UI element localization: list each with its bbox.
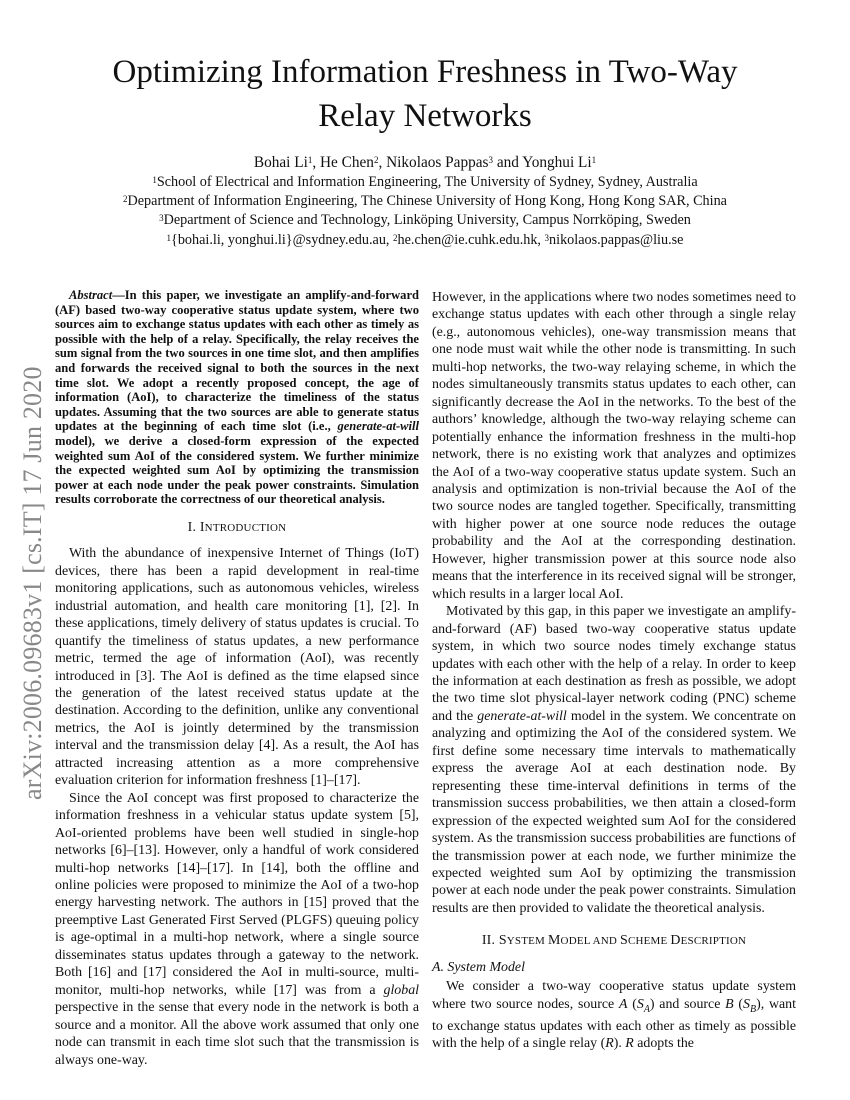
italic-text: R — [605, 1036, 614, 1052]
separator: , — [378, 154, 387, 171]
body-paragraph — [432, 978, 796, 1053]
author-name: Bohai Li — [253, 154, 308, 171]
text-run: model in the system. We concentrate on analyzing and optimizing the AoI of the considered system. We first define some necessary time intervals to mathematically express the average AoI at each destination node. By representing these time-interval definitions in terms of the transmission success probabilities, we then attain a closed-form expression of the expected weighted sum AoI for the considered system. As the transmission success probabilities are functions of the transmission power at each node, we further minimize the expected weighted sum AoI by optimizing the transmission power at each node under the peak power constraints. Simulation results are then provided to validate the theoretical analysis. — [432, 708, 796, 916]
paper-title — [0, 50, 850, 138]
author-affiliation-mark: 1 — [307, 155, 313, 165]
section-title-initial: I — [199, 519, 205, 535]
affiliation-mark: 1 — [152, 175, 157, 185]
affiliation — [0, 192, 850, 211]
right-column — [432, 289, 796, 1053]
italic-text: B — [750, 1003, 757, 1015]
text-run: With the abundance of inexpensive Internet of Things (IoT) devices, there has been a rapid development in real-time monitoring applications, such as autonomous vehicles, wireless industrial automation, and health care monitoring [1], [2]. In these applications, timely delivery of status updates is crucial. To quantify the timeliness of status updates, a new performance metric, termed the age of information (AoI), was recently introduced in [3]. The AoI is defined as the time elapsed since the generation of the latest received status update at the destination. According to the definition, unlike any conventional metrics, the AoI is jointly determined by the transmission interval and the transmission delay [4]. As a result, the AoI has attracted increasing attention as a more comprehensive evaluation criterion for information freshness [1]–[17]. — [55, 546, 419, 789]
title-line: Relay Networks — [318, 98, 532, 134]
text-run: ), want to exchange status updates with each other as timely as possible with the help of a single relay ( — [432, 996, 796, 1052]
affiliation-mark: 2 — [123, 194, 128, 205]
italic-text: generate-at-will — [477, 708, 567, 724]
text-run: perspective in the sense that every node in the network is both a source and a monitor. All the above work assumed that only one node can transmit in each time slot such that the transmission is always one-way. — [55, 1000, 419, 1068]
subsection-heading: A. System Model — [432, 959, 525, 975]
italic-text: S — [743, 996, 750, 1012]
affiliation-text: Department of Science and Technology, Linköping University, Campus Norrköping, Sweden — [163, 212, 691, 229]
affiliation-text: Department of Information Engineering, The Chinese University of Hong Kong, Hong Kong SAR, China — [127, 193, 727, 210]
email-line — [0, 231, 850, 250]
email-mark: 3 — [544, 232, 550, 243]
text-run: We consider a two-way cooperative status update system where two source nodes, source — [432, 979, 796, 1012]
separator: , — [312, 154, 320, 171]
text-run: However, in the applications where two nodes sometimes need to exchange status updates with each other through a single relay (e.g., autonomous vehicles), one-way transmission means that one node must wait while the other node is transmitting. In such multi-hop networks, the two-way relaying scheme, in which the nodes simultaneously transmits status updates to each other, can significantly decrease the AoI in the networks. To the best of the authors’ knowledge, although the two-way relaying scheme can potentially enhance the information freshness in the multi-hop network, there is no existing work that analyzes and optimizes the AoI of a two-way cooperative status update system. Such an analysis and optimization is non-trivial because the AoI of the two source nodes are tangled together. Specifically, transmitting with higher power at one source node reduces the outage probability and the AoI at the corresponding destination. However, higher transmission power at this source node also means that the interference in its received signal will be stronger, which results in a larger local AoI. — [432, 290, 796, 602]
separator: and — [493, 154, 523, 171]
body-paragraph — [55, 545, 419, 789]
title-line: Optimizing Information Freshness in Two-Way — [112, 54, 738, 90]
author-affiliation-mark: 1 — [591, 155, 597, 165]
section-title-part: ESCRIPTION — [680, 935, 747, 948]
italic-text: A — [618, 996, 628, 1012]
italic-text: R — [625, 1036, 634, 1052]
author-affiliation-mark: 2 — [373, 155, 379, 165]
affiliation-text: School of Electrical and Information Engineering, The University of Sydney, Sydney, Australia — [156, 174, 698, 190]
text-run: —In this paper, we investigate an amplify-and-forward (AF) based two-way cooperative status update system, where two sources aim to exchange status updates with each other as timely as possible with the help of a relay. Specifically, the relay receives the sum signal from the two sources in one time slot, and then amplifies and forwards the received signal to both the sources in the next time slot. We adopt a recently proposed concept, the age of information (AoI), to characterize the timeliness of the status updates. Assuming that the two sources are able to generate status updates at the beginning of each time slot (i.e., — [55, 288, 419, 434]
text-run: ( — [627, 996, 637, 1012]
italic-text: B — [725, 996, 734, 1012]
text-run: ) and source — [649, 996, 726, 1012]
section-number: I. — [187, 519, 200, 535]
text-run: model), we derive a closed-form expression of the expected weighted sum AoI of the considered system. We further minimize the expected weighted sum AoI by optimizing the transmission power at each node under the peak power constraints. Simulation results corroborate the correctness of our theoretical analysis. — [55, 433, 419, 507]
text-run: Since the AoI concept was first proposed to characterize the information freshness in a vehicular status update system [5], AoI-oriented problems have been well studied in single-hop networks [6]–[13]. However, only a handful of work considered multi-hop networks [14]–[17]. In [14], both the offline and online policies were proposed to minimize the AoI of a two-hop energy harvesting network. The authors in [15] proved that the preemptive Last Generated First Served (PLGFS) queuing policy is age-optimal in a multi-hop network, where a single source disseminates status updates through a gateway to the network. Both [16] and [17] considered the AoI in multi-source, multi-monitor, multi-hop networks, while [17] was from a — [55, 790, 419, 998]
abstract — [55, 288, 419, 507]
section-title-initial: S — [620, 933, 628, 949]
text-run: ). — [613, 1036, 626, 1052]
italic-text: Abstract — [69, 288, 113, 302]
section-title-part: YSTEM — [506, 935, 548, 948]
text-run: Motivated by this gap, in this paper we investigate an amplify-and-forward (AF) based two-way cooperative status update system, in which two source nodes timely exchange status updates with each other with the help of a relay. In order to keep the information at each destination as fresh as possible, we adopt the two time slot physical-layer network coding (PNC) scheme and the — [432, 604, 796, 724]
section-title-initial: S — [498, 933, 507, 949]
email-text: he.chen@ie.cuhk.edu.hk, — [397, 231, 545, 248]
author-list — [0, 153, 850, 172]
section-title-initial: M — [547, 933, 561, 949]
arxiv-identifier: arXiv:2006.09683v1 [cs.IT] 17 Jun 2020 — [18, 366, 47, 800]
section-title-initial: D — [670, 933, 681, 949]
author-name: Yonghui Li — [522, 154, 592, 171]
section-title-rest: NTRODUCTION — [204, 521, 287, 534]
section-title-part: ODEL AND — [560, 935, 620, 948]
section-heading-introduction — [55, 519, 419, 537]
author-name: Nikolaos Pappas — [386, 154, 489, 171]
text-run: adopts the — [633, 1036, 694, 1052]
body-paragraph — [432, 289, 796, 603]
email-text: {bohai.li, yonghui.li}@sydney.edu.au, — [171, 231, 394, 248]
section-title-part: CHEME — [627, 935, 671, 948]
text-run: ( — [733, 996, 744, 1012]
left-column — [55, 288, 419, 1069]
italic-text: S — [636, 996, 644, 1012]
email-text: nikolaos.pappas@liu.se — [549, 231, 684, 248]
affiliation — [0, 173, 850, 192]
body-paragraph — [432, 603, 796, 917]
italic-text: generate-at-will — [337, 419, 419, 434]
italic-text: A — [643, 1003, 650, 1015]
section-number: II. — [481, 933, 499, 949]
email-mark: 1 — [166, 232, 172, 243]
italic-text: global — [383, 982, 419, 998]
affiliation — [0, 211, 850, 230]
section-heading-system-model — [432, 932, 796, 950]
body-paragraph — [55, 790, 419, 1069]
author-name: He Chen — [320, 154, 374, 171]
email-mark: 2 — [393, 232, 398, 243]
affiliations — [0, 173, 850, 250]
affiliation-mark: 3 — [159, 213, 164, 224]
author-affiliation-mark: 3 — [488, 155, 494, 165]
